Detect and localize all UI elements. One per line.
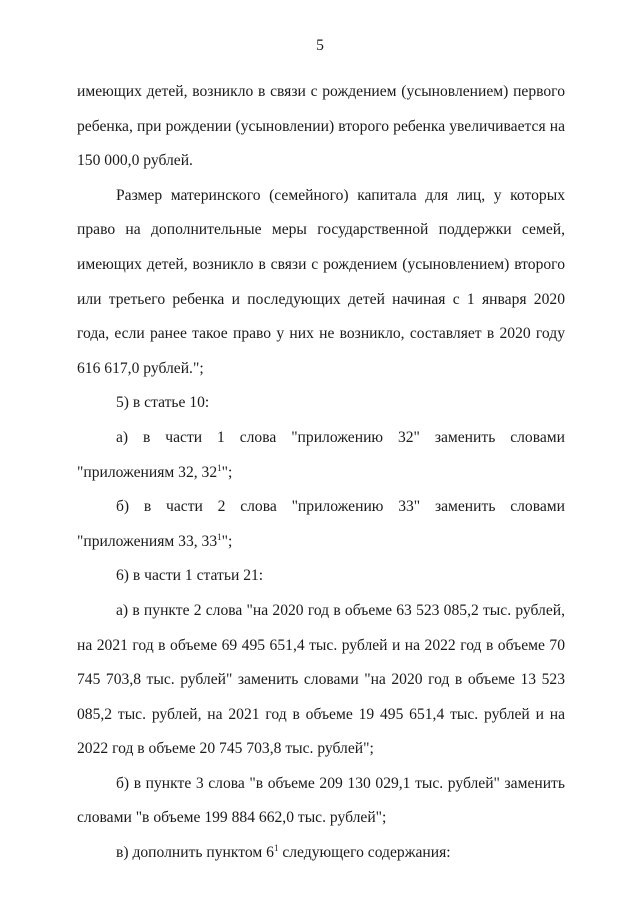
paragraph-2: Размер материнского (семейного) капитала для лиц, у которых право на дополнительные меры государственной поддержки семей, имеющих детей, возникло в связи с рождением (усыновлением) второго или третьего ребенка и последующих детей начиная с 1 января 2020 года, если ранее такое право у них не возникло, составляет в 2020 году 616 617,0 рублей."; (77, 186, 565, 377)
paragraph-9-tail: следующего содержания: (278, 844, 451, 862)
paragraph-1: имеющих детей, возникло в связи с рождением (усыновлением) первого ребенка, при рождении (усыновлении) второго ребенка увеличивается на 150 000,0 рублей. (77, 83, 565, 170)
page-number: 5 (316, 37, 324, 54)
superscript: 1 (217, 462, 222, 473)
superscript: 1 (273, 843, 279, 854)
paragraph-5-text: б) в части 2 слова "приложению 33" заменить словами "приложениям 33, 33 (77, 498, 565, 550)
paragraph-8: б) в пункте 3 слова "в объеме 209 130 029,1 тыс. рублей" заменить словами "в объеме 199 884 662,0 тыс. рублей"; (77, 774, 565, 827)
paragraph-3: 5) в статье 10: (116, 394, 210, 412)
paragraph-5-tail: "; (221, 532, 233, 550)
paragraph-4 (77, 421, 565, 490)
paragraph-9 (77, 836, 565, 871)
superscript: 1 (217, 531, 222, 542)
paragraph-5 (77, 490, 565, 559)
document-body (77, 75, 565, 871)
paragraph-9-text: в) дополнить пунктом 6 (116, 844, 274, 862)
paragraph-6: 6) в части 1 статьи 21: (116, 567, 264, 585)
paragraph-7: а) в пункте 2 слова "на 2020 год в объеме 63 523 085,2 тыс. рублей, на 2021 год в объеме 69 495 651,4 тыс. рублей и на 2022 год в объеме 70 745 703,8 тыс. рублей" заменить словами "на 2020 год в объеме 13 523 085,2 тыс. рублей, на 2021 год в объеме 19 495 651,4 тыс. рублей и на 2022 год в объеме 20 745 703,8 тыс. рублей"; (77, 601, 565, 758)
paragraph-4-text: а) в части 1 слова "приложению 32" заменить словами "приложениям 32, 32 (77, 428, 565, 481)
paragraph-4-tail: "; (221, 463, 233, 481)
